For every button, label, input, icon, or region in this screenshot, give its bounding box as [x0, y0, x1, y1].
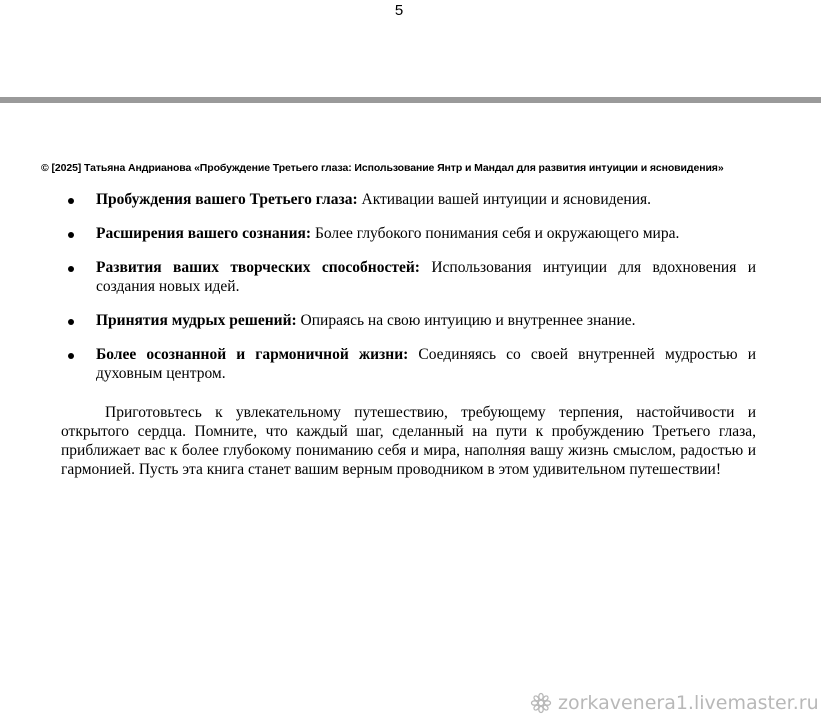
list-item	[61, 345, 756, 383]
bullet-list	[61, 190, 756, 398]
list-item-text: Активации вашей интуиции и ясновидения.	[357, 191, 651, 208]
list-item-text: Более глубокого понимания себя и окружающего мира.	[311, 225, 680, 242]
list-item-bold: Принятия мудрых решений:	[96, 312, 297, 329]
watermark-text: zorkavenera1.livemaster.ru	[558, 692, 819, 714]
list-item-text: Соединяясь со своей внутренней мудростью и духовным центром.	[96, 346, 756, 382]
bullet-dot-icon	[68, 198, 74, 204]
previous-page-bottom	[0, 0, 821, 97]
bullet-dot-icon	[68, 319, 74, 325]
list-item-bold: Расширения вашего сознания:	[96, 225, 312, 242]
watermark	[530, 690, 819, 716]
bullet-dot-icon	[68, 232, 74, 238]
list-item	[61, 258, 756, 296]
bullet-dot-icon	[68, 353, 74, 359]
list-item-bold: Развития ваших творческих способностей:	[96, 259, 420, 276]
list-item	[61, 311, 756, 330]
flower-logo-icon	[530, 692, 552, 714]
list-item-bold: Пробуждения вашего Третьего глаза:	[96, 191, 358, 208]
list-item-bold: Более осознанной и гармоничной жизни:	[96, 346, 409, 363]
body-paragraph: Приготовьтесь к увлекательному путешествию, требующему терпения, настойчивости и открытого сердца. Помните, что каждый шаг, сделанный на пути к пробуждению Третьего глаза, приближает вас к более глубокому пониманию себя и мира, наполняя вашу жизнь смыслом, радостью и гармонией. Пусть эта книга станет вашим верным проводником в этом удивительном путешествии!	[61, 404, 756, 478]
document-page	[0, 103, 821, 722]
list-item	[61, 224, 756, 243]
bullet-dot-icon	[68, 266, 74, 272]
list-item-text: Опираясь на свою интуицию и внутреннее знание.	[296, 312, 636, 329]
list-item-text: Использования интуиции для вдохновения и создания новых идей.	[96, 259, 756, 295]
running-header: © [2025] Татьяна Андрианова «Пробуждение Третьего глаза: Использование Янтр и Мандал для развития интуиции и ясновидения»	[41, 162, 724, 174]
page-number: 5	[394, 2, 404, 19]
list-item	[61, 190, 756, 209]
